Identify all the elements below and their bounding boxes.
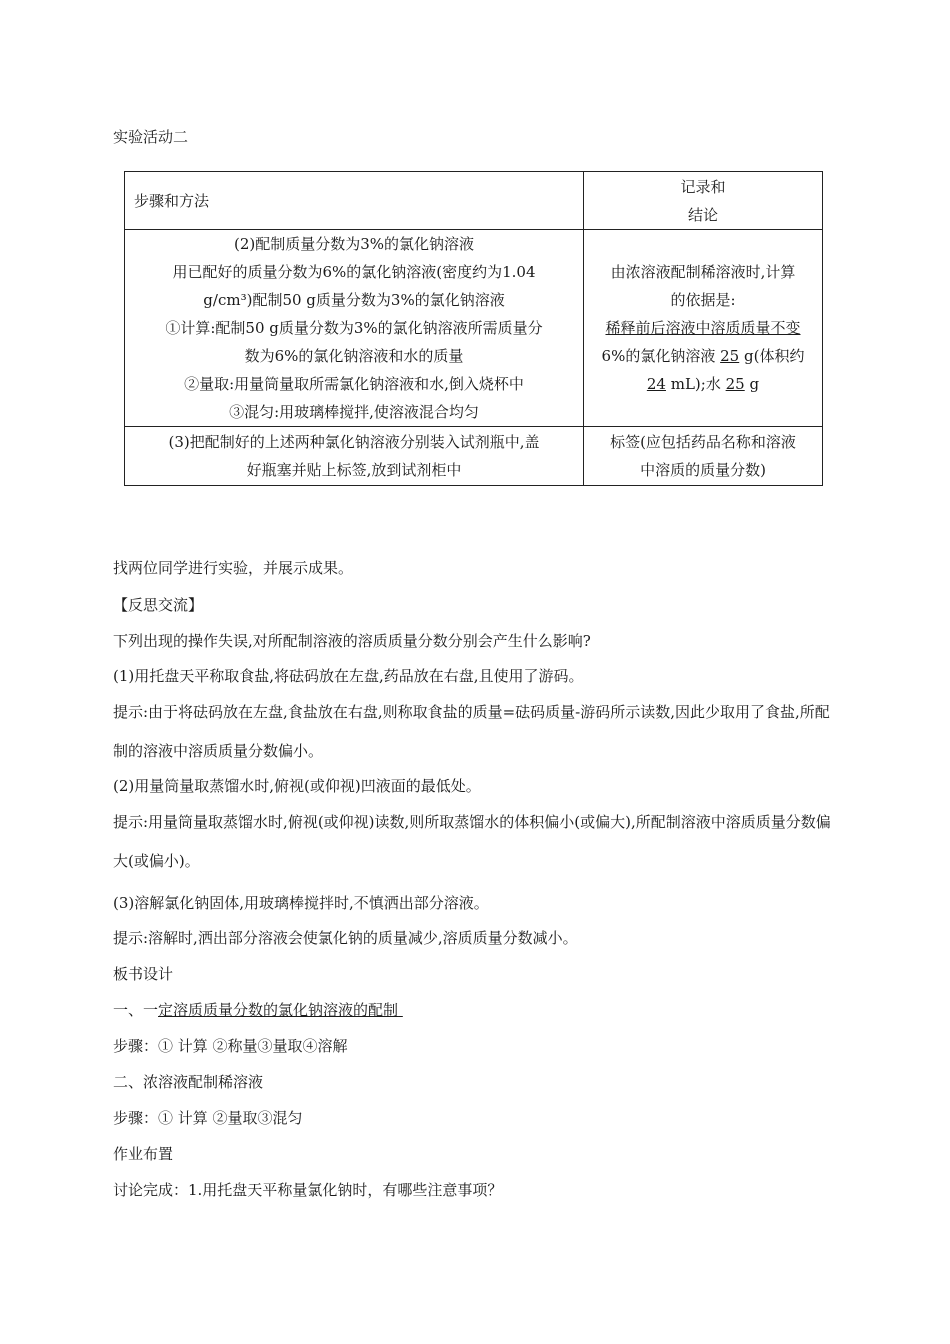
- board-item-1-prefix: 一、一: [113, 1001, 159, 1019]
- record-line: 的依据是:: [670, 291, 736, 309]
- solution-mass-blank: 25: [720, 347, 740, 365]
- paragraph: 下列出现的操作失误,对所配制溶液的溶质质量分数分别会产生什么影响?: [113, 632, 591, 650]
- solution-volume-blank: 24: [646, 375, 666, 393]
- hint-1: 提示:由于将砝码放在左盘,食盐放在右盘,则称取食盐的质量=砝码质量-游码所示读数,因此少取用了食盐,所配制的溶液中溶质质量分数偏小。: [113, 703, 830, 760]
- hint-2: 提示:用量筒量取蒸馏水时,俯视(或仰视)读数,则所取蒸馏水的体积偏小(或偏大),所配制溶液中溶质质量分数偏大(或偏小)。: [113, 813, 831, 870]
- label-note-line: 中溶质的质量分数): [640, 461, 766, 479]
- solution-label: 6%的氯化钠溶液: [601, 347, 716, 365]
- record-line: [584, 370, 822, 398]
- dilution-principle: 稀释前后溶液中溶质质量不变: [605, 319, 801, 337]
- experiment-table: [124, 171, 823, 486]
- header-records-line1: 记录和: [680, 177, 726, 196]
- table-row: [125, 427, 823, 486]
- table-header-row: [125, 172, 823, 230]
- row1-step-line: (2)配制质量分数为3%的氯化钠溶液: [233, 235, 475, 253]
- header-records: [584, 172, 823, 230]
- header-steps: 步骤和方法: [125, 172, 584, 230]
- record-line: [584, 342, 822, 370]
- table-row: [125, 230, 823, 427]
- row2-steps: [125, 427, 584, 486]
- board-steps-1: 步骤：① 计算 ②称量③量取④溶解: [113, 1037, 348, 1055]
- row1-step-line: ②量取:用量筒量取所需氯化钠溶液和水,倒入烧杯中: [184, 375, 524, 393]
- label-note-line: 标签(应包括药品名称和溶液: [610, 433, 796, 451]
- section-title: 实验活动二: [113, 128, 189, 146]
- row1-step-line: 用已配好的质量分数为6%的氯化钠溶液(密度约为1.04: [172, 263, 536, 281]
- row2-step-line: 好瓶塞并贴上标签,放到试剂柜中: [246, 461, 462, 479]
- solution-mass-unit: g(体积约: [744, 347, 805, 365]
- question-3: (3)溶解氯化钠固体,用玻璃棒搅拌时,不慎洒出部分溶液。: [113, 894, 489, 912]
- board-design-heading: 板书设计: [113, 965, 174, 983]
- board-item-1-title: 定溶质质量分数的氯化钠溶液的配制: [158, 1001, 399, 1019]
- row1-step-line: ①计算:配制50 g质量分数为3%的氯化钠溶液所需质量分: [165, 319, 543, 337]
- question-2: (2)用量筒量取蒸馏水时,俯视(或仰视)凹液面的最低处。: [113, 777, 481, 795]
- water-mass-blank: 25: [725, 375, 745, 393]
- homework-item: 讨论完成：1.用托盘天平称量氯化钠时，有哪些注意事项？: [113, 1181, 503, 1199]
- row1-step-line: g/cm³)配制50 g质量分数为3%的氯化钠溶液: [203, 291, 505, 309]
- water-mass-unit: g: [749, 375, 760, 393]
- row1-steps: [125, 230, 584, 427]
- paragraph: 找两位同学进行实验，并展示成果。: [113, 559, 354, 577]
- board-item-2: 二、浓溶液配制稀溶液: [113, 1073, 264, 1091]
- homework-heading: 作业布置: [113, 1145, 174, 1163]
- record-line: 由浓溶液配制稀溶液时,计算: [610, 263, 796, 281]
- row1-step-line: 数为6%的氯化钠溶液和水的质量: [244, 347, 464, 365]
- board-item-1: [113, 999, 403, 1020]
- row1-step-line: ③混匀:用玻璃棒搅拌,使溶液混合均匀: [229, 403, 479, 421]
- board-steps-2: 步骤：① 计算 ②量取③混匀: [113, 1109, 303, 1127]
- underline-tail: [398, 1001, 403, 1019]
- reflection-heading: 【反思交流】: [113, 596, 204, 614]
- hint-3: 提示:溶解时,洒出部分溶液会使氯化钠的质量减少,溶质质量分数减小。: [113, 929, 578, 947]
- row2-records: [584, 427, 823, 486]
- header-records-line2: 结论: [687, 205, 718, 224]
- row2-step-line: (3)把配制好的上述两种氯化钠溶液分别装入试剂瓶中,盖: [168, 433, 540, 451]
- question-1: (1)用托盘天平称取食盐,将砝码放在左盘,药品放在右盘,且使用了游码。: [113, 667, 584, 685]
- row1-records: [584, 230, 823, 427]
- water-label: mL);水: [670, 375, 721, 393]
